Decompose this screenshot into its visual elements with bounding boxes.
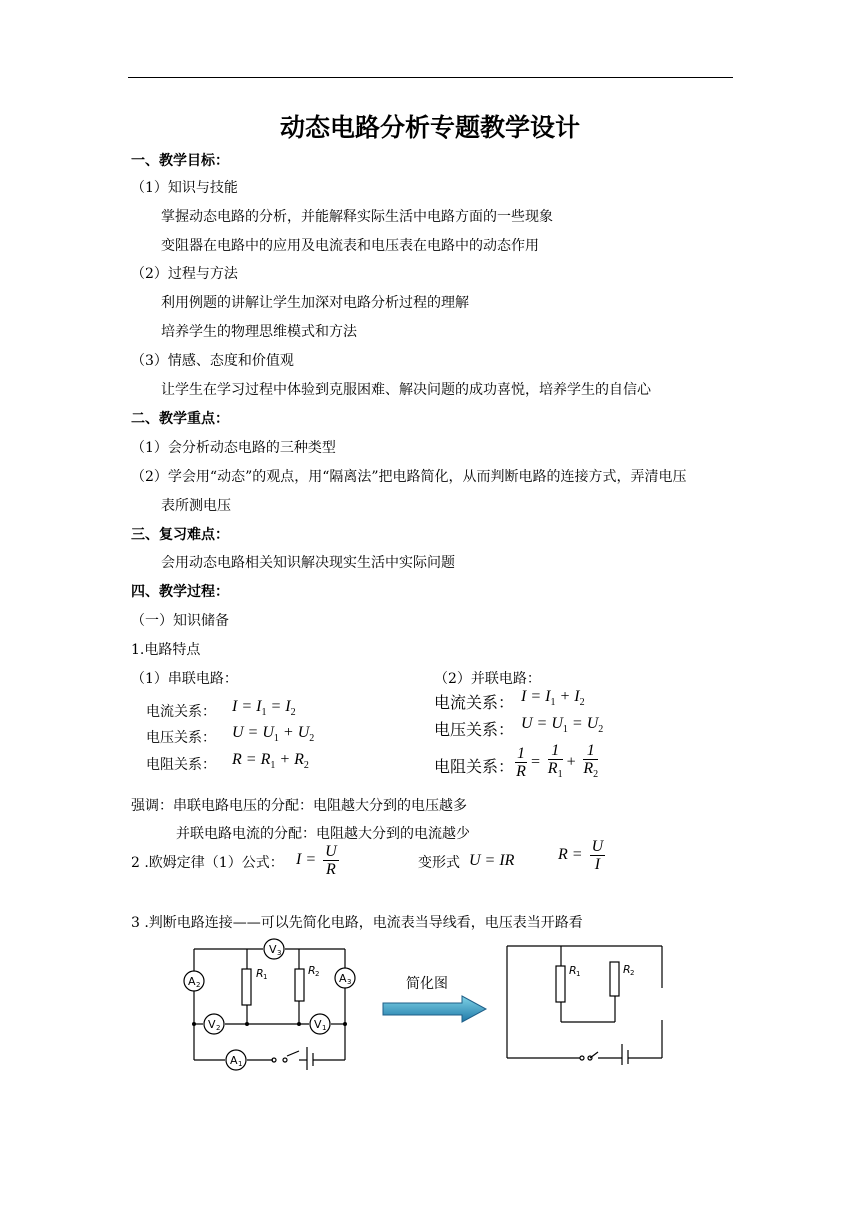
svg-text:2: 2 [196,981,201,989]
list-item: （2）学会用“动态”的观点，用“隔离法”把电路简化，从而判断电路的连接方式，弄清电压 [131,469,687,485]
variant-formula-1: U = IR [469,852,515,869]
parallel-resistance-formula: $\frac{1}{R}$ = $\frac{1}{R_1}$ + $\frac{1}{R_2}$ [516,742,599,781]
subheading: （3）情感、态度和价值观 [131,353,294,369]
parallel-current-formula: $I = I_1 + I_2$ [521,688,585,709]
series-voltage-label: 电压关系： [146,730,216,746]
list-item: 掌握动态电路的分析，并能解释实际生活中电路方面的一些现象 [161,209,553,225]
paragraph: 1.电路特点 [131,642,201,658]
ohm-formula: I = $\frac{U}{R}$ [296,843,337,878]
v1-label: V [314,1018,322,1031]
series-resistance-formula: $R = R_1 + R_2$ [232,751,309,772]
r1-label: R [256,967,264,980]
svg-text:3: 3 [277,949,282,957]
ohm-law-label: 2 .欧姆定律（1）公式： [131,855,284,871]
svg-text:1: 1 [238,1060,243,1068]
emphasis-line: 强调：串联电路电压的分配：电阻越大分到的电压越多 [131,798,467,814]
svg-text:2: 2 [216,1024,221,1032]
r2-label: R [308,964,316,977]
section-heading: 二、教学重点： [131,411,229,427]
svg-text:3: 3 [347,978,352,986]
section-heading: 一、教学目标： [131,153,229,169]
a3-label: A [339,972,347,985]
emphasis-line: 并联电路电流的分配：电阻越大分到的电流越少 [176,826,470,842]
parallel-title: （2）并联电路： [434,671,541,687]
section-heading: 三、复习难点： [131,527,229,543]
arrow-label: 简化图 [406,976,448,992]
svg-text:2: 2 [315,970,320,978]
subheading: （一）知识储备 [131,613,229,629]
svg-text:1: 1 [576,970,581,978]
list-item: 利用例题的讲解让学生加深对电路分析过程的理解 [161,295,469,311]
series-resistance-label: 电阻关系： [146,757,216,773]
section-heading: 四、教学过程： [131,584,229,600]
right-arrow-icon [382,995,488,1023]
a2-label: A [188,975,196,988]
variant-label: 变形式 [418,855,460,871]
header-rule [128,77,733,78]
simplified-circuit-diagram [500,940,670,1065]
variant-formula-2: R = $\frac{U}{I}$ [558,838,604,873]
series-current-formula: $I = I_1 = I_2$ [232,698,296,719]
a1-label: A [230,1054,238,1067]
list-item: 表所测电压 [161,498,231,514]
subheading: （1）知识与技能 [131,180,238,196]
v2-label: V [208,1018,216,1031]
series-voltage-formula: $U = U_1 + U_2$ [232,724,315,745]
parallel-resistance-label: 电阻关系： [434,757,515,776]
list-item: 变阻器在电路中的应用及电流表和电压表在电路中的动态作用 [161,238,539,254]
subheading: （2）过程与方法 [131,266,238,282]
parallel-voltage-label: 电压关系： [434,720,515,739]
svg-text:1: 1 [322,1024,327,1032]
page-title: 动态电路分析专题教学设计 [279,113,580,142]
complex-circuit-diagram [175,935,365,1075]
series-current-label: 电流关系： [146,704,216,720]
parallel-current-label: 电流关系： [434,693,515,712]
v3-label: V [269,943,277,956]
list-item: （1）会分析动态电路的三种类型 [131,440,336,456]
parallel-voltage-formula: $U = U_1 = U_2$ [521,715,604,736]
list-item: 会用动态电路相关知识解决现实生活中实际问题 [161,555,455,571]
svg-text:1: 1 [263,973,268,981]
list-item: 培养学生的物理思维模式和方法 [161,324,357,340]
list-item: 让学生在学习过程中体验到克服困难、解决问题的成功喜悦，培养学生的自信心 [161,382,651,398]
paragraph: 3 .判断电路连接——可以先简化电路，电流表当导线看，电压表当开路看 [131,915,583,931]
r1-label-simplified: R [569,964,577,977]
series-title: （1）串联电路： [131,671,238,687]
r2-label-simplified: R [623,963,631,976]
svg-text:2: 2 [630,969,635,977]
